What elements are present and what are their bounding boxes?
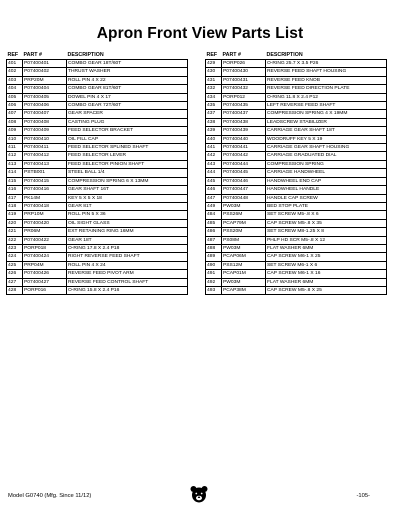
table-row [7, 127, 188, 135]
part-number-cell: P07400440 [222, 135, 266, 143]
description-cell: PHLP HD SCR M5-.8 X 12 [266, 236, 387, 244]
table-row [7, 118, 188, 126]
table-row [206, 244, 387, 252]
part-number-cell: P07400439 [222, 127, 266, 135]
table-row [7, 219, 188, 227]
part-number-cell: P07400427 [23, 278, 67, 286]
ref-cell: 487 [206, 236, 222, 244]
part-number-cell: PCAP06M [222, 253, 266, 261]
ref-cell: 449 [206, 202, 222, 210]
table-row [206, 194, 387, 202]
ref-cell: 402 [7, 68, 23, 76]
ref-cell: 416 [7, 186, 23, 194]
part-number-cell: P07400401 [23, 60, 67, 68]
parts-table-right [205, 52, 387, 295]
description-cell: REVERSE FEED PIVOT ARM [67, 270, 188, 278]
table-row [7, 135, 188, 143]
part-number-cell: PCAP01M [222, 270, 266, 278]
table-row [7, 60, 188, 68]
part-number-cell: PCAP38M [222, 286, 266, 294]
table-row [7, 177, 188, 185]
ref-header: REF [7, 52, 19, 58]
description-cell: THRUST WASHER [67, 68, 188, 76]
table-header-row [7, 52, 188, 60]
description-cell: CASTING PLUG [67, 118, 188, 126]
page-title: Apron Front View Parts List [96, 25, 304, 42]
ref-cell: 447 [206, 194, 222, 202]
ref-cell: 424 [7, 253, 23, 261]
ref-cell: 437 [206, 110, 222, 118]
table-row [206, 68, 387, 76]
table-row [206, 236, 387, 244]
description-cell: GEAR SHAFT 16T [67, 186, 188, 194]
table-row [206, 186, 387, 194]
ref-cell: 435 [206, 102, 222, 110]
ref-cell: 486 [206, 228, 222, 236]
ref-cell: 426 [7, 270, 23, 278]
description-cell: KEY 5 X 5 X 18 [67, 194, 188, 202]
ref-cell: 419 [7, 211, 23, 219]
part-number-cell: P07400405 [23, 93, 67, 101]
description-cell: LEFT REVERSE FEED SHAFT [266, 102, 387, 110]
description-cell: OIL SIGHT GLASS [67, 219, 188, 227]
table-row [206, 144, 387, 152]
description-cell: COMBO GEAR 81T/60T [67, 85, 188, 93]
description-cell: ROLL PIN 4 X 22 [67, 76, 188, 84]
part-number-cell: P07400432 [222, 85, 266, 93]
description-cell: CAP SCREW M6-1 X 16 [266, 270, 387, 278]
table-row [206, 110, 387, 118]
ref-cell: 409 [7, 127, 23, 135]
part-number-cell: PS08M [222, 236, 266, 244]
part-number-cell: P07400409 [23, 127, 67, 135]
description-cell: GEAR 81T [67, 202, 188, 210]
part-number-cell: P07400446 [222, 177, 266, 185]
table-row [7, 236, 188, 244]
table-row [7, 152, 188, 160]
part-number-cell: P07400415 [23, 177, 67, 185]
description-cell: ROLL PIN 4 X 24 [67, 261, 188, 269]
table-row [206, 118, 387, 126]
table-row [206, 228, 387, 236]
part-number-cell: P07400406 [23, 102, 67, 110]
part-number-cell: PORP026 [222, 60, 266, 68]
description-cell: GEAR SPACER [67, 110, 188, 118]
table-row [7, 270, 188, 278]
table-row [206, 127, 387, 135]
part-header: PART # [23, 52, 42, 58]
table-row [7, 186, 188, 194]
part-number-cell: P07400402 [23, 68, 67, 76]
ref-cell: 418 [7, 202, 23, 210]
table-row [7, 85, 188, 93]
part-header: PART # [222, 52, 241, 58]
part-number-cell: P07400444 [222, 160, 266, 168]
table-row [7, 194, 188, 202]
part-number-cell: P07400445 [222, 169, 266, 177]
table-row [7, 211, 188, 219]
description-cell: STEEL BALL 1/4 [67, 169, 188, 177]
table-row [206, 211, 387, 219]
part-number-cell: PSS20M [222, 228, 266, 236]
ref-cell: 414 [7, 169, 23, 177]
table-row [7, 261, 188, 269]
part-number-cell: P07400442 [222, 152, 266, 160]
ref-cell: 410 [7, 135, 23, 143]
part-number-cell: PW03M [222, 244, 266, 252]
part-number-cell: P07400424 [23, 253, 67, 261]
description-cell: CARRIAGE GRADUATED DIAL [266, 152, 387, 160]
ref-cell: 428 [7, 286, 23, 294]
description-cell: SET SCREW M6-1 X 6 [266, 261, 387, 269]
ref-cell: 492 [206, 278, 222, 286]
ref-cell: 413 [7, 160, 23, 168]
description-cell: BED STOP PLATE [266, 202, 387, 210]
table-row [7, 244, 188, 252]
part-number-cell: P07400407 [23, 110, 67, 118]
table-row [206, 253, 387, 261]
description-cell: REVERSE FEED DIRECTION PLATE [266, 85, 387, 93]
description-cell: ROLL PIN 5 X 36 [67, 211, 188, 219]
part-number-cell: P07400437 [222, 110, 266, 118]
table-row [206, 76, 387, 84]
part-number-cell: P07400422 [23, 236, 67, 244]
description-cell: CARRIAGE GEAR SHAFT 18T [266, 127, 387, 135]
description-cell: COMPRESSION SPRING 6 X 13MM [67, 177, 188, 185]
model-footer: Model G0740 (Mfg. Since 11/12) [8, 493, 92, 499]
part-number-cell: PW03M [222, 202, 266, 210]
ref-cell: 488 [206, 244, 222, 252]
table-row [206, 160, 387, 168]
part-number-cell: PSS12M [222, 261, 266, 269]
part-number-cell: PSS26M [222, 211, 266, 219]
description-header: DESCRIPTION [67, 52, 104, 58]
part-number-cell: P07400431 [222, 76, 266, 84]
description-cell: OIL FILL CAP [67, 135, 188, 143]
ref-cell: 438 [206, 118, 222, 126]
description-cell: O-RING 15.8 X 2.4 P16 [67, 286, 188, 294]
part-number-cell: PR06M [23, 228, 67, 236]
description-cell: COMPRESSION SPRING [266, 160, 387, 168]
ref-cell: 427 [7, 278, 23, 286]
description-cell: O-RING 11.8 X 2.4 P12 [266, 93, 387, 101]
description-cell: CAP SCREW M5-.8 X 25 [266, 286, 387, 294]
description-cell: CARRIAGE GEAR SHAFT HOUSING [266, 144, 387, 152]
description-cell: CARRIAGE HANDWHEEL [266, 169, 387, 177]
table-header-row [206, 52, 387, 60]
ref-cell: 485 [206, 219, 222, 227]
part-number-cell: P07400426 [23, 270, 67, 278]
description-cell: CAP SCREW M6-1 X 25 [266, 253, 387, 261]
ref-cell: 423 [7, 244, 23, 252]
ref-cell: 430 [206, 68, 222, 76]
description-cell: HANDLE CAP SCREW [266, 194, 387, 202]
table-row [206, 219, 387, 227]
part-number-cell: P07400418 [23, 202, 67, 210]
table-row [206, 85, 387, 93]
table-row [206, 135, 387, 143]
part-number-cell: P07400435 [222, 102, 266, 110]
part-number-cell: PSTB001 [23, 169, 67, 177]
part-number-cell: PORP016 [23, 286, 67, 294]
ref-cell: 484 [206, 211, 222, 219]
part-number-cell: P07400404 [23, 85, 67, 93]
description-cell: REVERSE FEED KNOB [266, 76, 387, 84]
description-cell: O-RING 25.7 X 3.5 P26 [266, 60, 387, 68]
ref-cell: 421 [7, 228, 23, 236]
description-cell: EXT RETAINING RING 16MM [67, 228, 188, 236]
part-number-cell: PORP012 [222, 93, 266, 101]
ref-cell: 432 [206, 85, 222, 93]
ref-cell: 420 [7, 219, 23, 227]
ref-cell: 441 [206, 144, 222, 152]
ref-cell: 401 [7, 60, 23, 68]
ref-cell: 491 [206, 270, 222, 278]
description-cell: FEED SELECTOR SPLINED SHAFT [67, 144, 188, 152]
parts-table-left [6, 52, 188, 295]
table-row [206, 152, 387, 160]
table-row [7, 102, 188, 110]
part-number-cell: PORP018 [23, 244, 67, 252]
page-number: -105- [356, 493, 370, 499]
table-row [206, 60, 387, 68]
ref-header: REF [206, 52, 218, 58]
table-row [7, 253, 188, 261]
description-cell: COMPRESSION SPRING 4 X 19MM [266, 110, 387, 118]
description-cell: FEED SELECTOR PINION SHAFT [67, 160, 188, 168]
ref-cell: 442 [206, 152, 222, 160]
part-number-cell: P07400420 [23, 219, 67, 227]
table-row [7, 76, 188, 84]
ref-cell: 404 [7, 85, 23, 93]
description-cell: FEED SELECTOR LEVER [67, 152, 188, 160]
description-header: DESCRIPTION [266, 52, 303, 58]
ref-cell: 408 [7, 118, 23, 126]
ref-cell: 411 [7, 144, 23, 152]
ref-cell: 493 [206, 286, 222, 294]
part-number-cell: P07400413 [23, 160, 67, 168]
table-row [7, 110, 188, 118]
ref-cell: 415 [7, 177, 23, 185]
part-number-cell: P07400410 [23, 135, 67, 143]
ref-cell: 412 [7, 152, 23, 160]
description-cell: REVERSE FEED SHAFT HOUSING [266, 68, 387, 76]
table-row [7, 228, 188, 236]
ref-cell: 406 [7, 102, 23, 110]
description-cell: GEAR 18T [67, 236, 188, 244]
ref-cell: 403 [7, 76, 23, 84]
table-row [7, 93, 188, 101]
ref-cell: 405 [7, 93, 23, 101]
ref-cell: 489 [206, 253, 222, 261]
ref-cell: 444 [206, 169, 222, 177]
ref-cell: 429 [206, 60, 222, 68]
description-cell: LEADSCREW STABILIZER [266, 118, 387, 126]
table-row [7, 160, 188, 168]
ref-cell: 425 [7, 261, 23, 269]
description-cell: DOWEL PIN 4 X 17 [67, 93, 188, 101]
table-row [7, 286, 188, 294]
description-cell: COMBO GEAR 18T/60T [67, 60, 188, 68]
table-row [206, 278, 387, 286]
part-number-cell: P07400441 [222, 144, 266, 152]
table-row [7, 278, 188, 286]
table-row [7, 169, 188, 177]
part-number-cell: P07400408 [23, 118, 67, 126]
description-cell: WOODRUFF KEY 5 X 19 [266, 135, 387, 143]
part-number-cell: P07400412 [23, 152, 67, 160]
part-number-cell: P07400411 [23, 144, 67, 152]
description-cell: FLAT WASHER 6MM [266, 244, 387, 252]
part-number-cell: PW03M [222, 278, 266, 286]
ref-cell: 446 [206, 186, 222, 194]
description-cell: CAP SCREW M5-.8 X 35 [266, 219, 387, 227]
part-number-cell: P07400447 [222, 186, 266, 194]
table-row [7, 202, 188, 210]
part-number-cell: PRP20M [23, 76, 67, 84]
ref-cell: 443 [206, 160, 222, 168]
description-cell: SET SCREW M8-1.25 X 8 [266, 228, 387, 236]
part-number-cell: PRP04M [23, 261, 67, 269]
table-row [206, 102, 387, 110]
table-row [206, 93, 387, 101]
part-number-cell: PCAP79M [222, 219, 266, 227]
description-cell: COMBO GEAR 72T/60T [67, 102, 188, 110]
table-row [7, 144, 188, 152]
table-row [206, 286, 387, 294]
description-cell: FLAT WASHER 6MM [266, 278, 387, 286]
ref-cell: 490 [206, 261, 222, 269]
description-cell: FEED SELECTOR BRACKET [67, 127, 188, 135]
ref-cell: 417 [7, 194, 23, 202]
description-cell: O-RING 17.8 X 2.4 P18 [67, 244, 188, 252]
part-number-cell: P07400438 [222, 118, 266, 126]
part-number-cell: P07400430 [222, 68, 266, 76]
description-cell: SET SCREW M5-.8 X 6 [266, 211, 387, 219]
description-cell: HANDWHEEL HANDLE [266, 186, 387, 194]
ref-cell: 445 [206, 177, 222, 185]
ref-cell: 422 [7, 236, 23, 244]
description-cell: REVERSE FEED CONTROL SHAFT [67, 278, 188, 286]
description-cell: HANDWHEEL END CAP [266, 177, 387, 185]
description-cell: RIGHT REVERSE FEED SHAFT [67, 253, 188, 261]
part-number-cell: P07400448 [222, 194, 266, 202]
table-row [206, 261, 387, 269]
ref-cell: 431 [206, 76, 222, 84]
ref-cell: 440 [206, 135, 222, 143]
part-number-cell: PK14M [23, 194, 67, 202]
ref-cell: 434 [206, 93, 222, 101]
ref-cell: 407 [7, 110, 23, 118]
table-row [206, 177, 387, 185]
bear-head-logo-icon [189, 484, 209, 504]
part-number-cell: P07400416 [23, 186, 67, 194]
table-row [206, 270, 387, 278]
ref-cell: 439 [206, 127, 222, 135]
table-row [206, 169, 387, 177]
table-row [7, 68, 188, 76]
table-row [206, 202, 387, 210]
part-number-cell: PRP10M [23, 211, 67, 219]
